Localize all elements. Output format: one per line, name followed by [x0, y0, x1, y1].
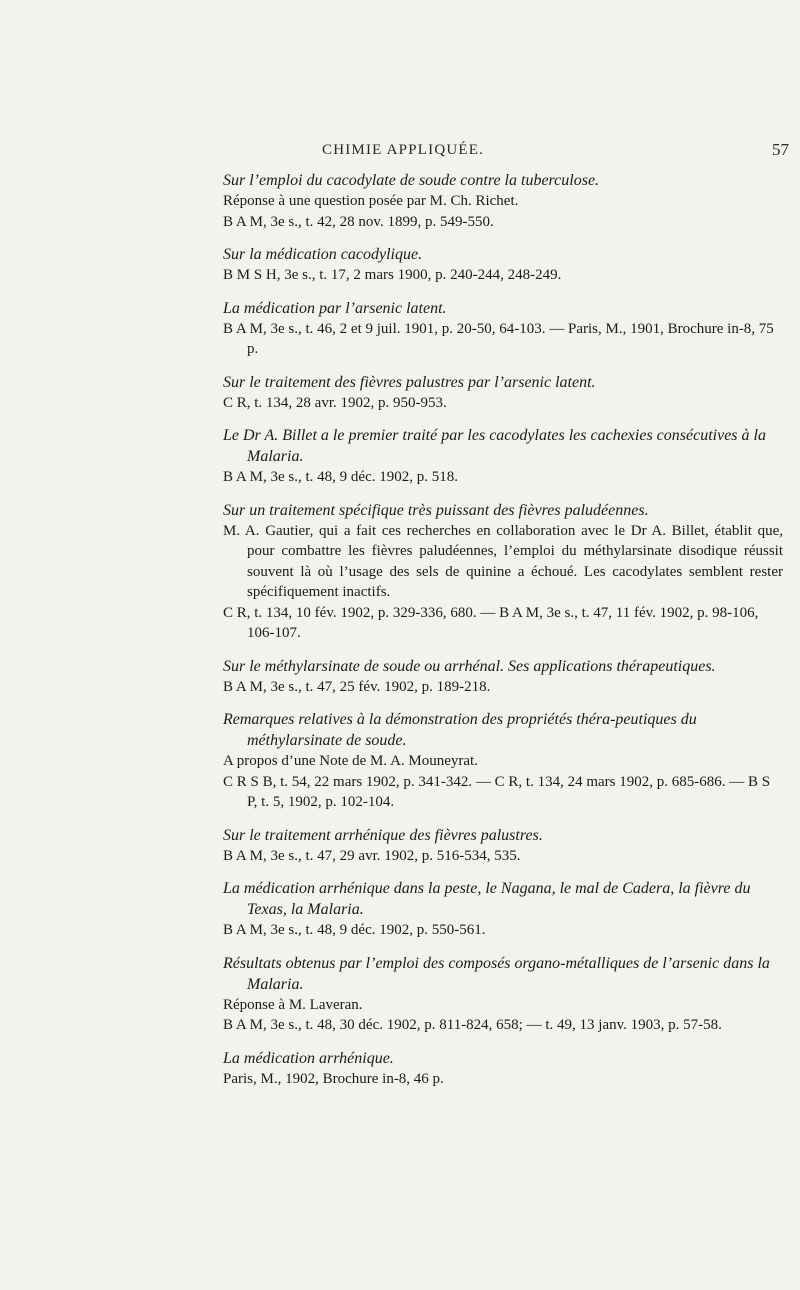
bibliography-entry — [223, 170, 783, 232]
entry-title: Remarques relatives à la démonstration des propriétés théra-peutiques du méthylarsinate de soude. — [223, 711, 697, 749]
bibliography-entry — [223, 1048, 783, 1090]
entry-citation: Paris, M., 1902, Brochure in-8, 46 p. — [223, 1070, 444, 1087]
entry-title: Sur le méthylarsinate de soude ou arrhénal. Ses applications thérapeutiques. — [223, 657, 716, 675]
bibliography-entry — [223, 953, 783, 1036]
entry-citation: C R, t. 134, 10 fév. 1902, p. 329-336, 680. — B A M, 3e s., t. 47, 11 fév. 1902, p. 98-106, 106-107. — [223, 604, 759, 641]
entry-title: Sur un traitement spécifique très puissant des fièvres paludéennes. — [223, 501, 649, 519]
entry-title: La médication par l’arsenic latent. — [223, 299, 447, 317]
entry-note: Réponse à M. Laveran. — [223, 996, 363, 1013]
bibliography-entry — [223, 656, 783, 698]
bibliography-entry — [223, 425, 783, 488]
entry-abstract: M. A. Gautier, qui a fait ces recherches en collaboration avec le Dr A. Billet, établit que, pour combattre les fièvres paludéennes, l’emploi du méthylarsinate disodique réussit souvent là où l’usage des sels de quinine a échoué. Les cacodylates semblent rester spécifiquement inactifs. — [223, 522, 783, 600]
entry-title: La médication arrhénique dans la peste, le Nagana, le mal de Cadera, la fièvre du Texas, la Malaria. — [223, 880, 751, 918]
entry-citation: B A M, 3e s., t. 48, 30 déc. 1902, p. 811-824, 658; — t. 49, 13 janv. 1903, p. 57-58. — [223, 1017, 722, 1033]
entry-citation: C R S B, t. 54, 22 mars 1902, p. 341-342. — C R, t. 134, 24 mars 1902, p. 685-686. — B S P, t. 5, 1902, p. 102-104. — [223, 773, 771, 810]
bibliography-entry — [223, 372, 783, 414]
running-head — [0, 140, 800, 164]
entry-title: Sur la médication cacodylique. — [223, 246, 423, 263]
entry-title: Sur l’emploi du cacodylate de soude contre la tuberculose. — [223, 172, 600, 189]
bibliography-entry — [223, 709, 783, 813]
entry-citation: B A M, 3e s., t. 48, 9 déc. 1902, p. 518. — [223, 469, 458, 485]
entry-note: Réponse à une question posée par M. Ch. Richet. — [223, 193, 519, 209]
entry-title: Résultats obtenus par l’emploi des composés organo-métalliques de l’arsenic dans la Malaria. — [223, 954, 770, 993]
entry-citation: B A M, 3e s., t. 47, 25 fév. 1902, p. 189-218. — [223, 678, 491, 695]
bibliography-entry — [223, 878, 783, 941]
bibliography-entry — [223, 244, 783, 286]
page-number: 57 — [772, 140, 789, 159]
entry-title: La médication arrhénique. — [223, 1049, 394, 1067]
bibliography-entry — [223, 500, 783, 644]
entry-citation: B A M, 3e s., t. 48, 9 déc. 1902, p. 550-561. — [223, 922, 486, 938]
running-head-title: CHIMIE APPLIQUÉE. — [322, 142, 485, 158]
entry-title: Sur le traitement arrhénique des fièvres palustres. — [223, 826, 543, 844]
entry-citation: B A M, 3e s., t. 46, 2 et 9 juil. 1901, p. 20-50, 64-103. — Paris, M., 1901, Brochure in-8, 75 p. — [223, 320, 774, 357]
entry-citation: B M S H, 3e s., t. 17, 2 mars 1900, p. 240-244, 248-249. — [223, 267, 562, 283]
entry-title: Le Dr A. Billet a le premier traité par les cacodylates les cachexies consécutives à la Malaria. — [223, 427, 766, 465]
entry-citation: B A M, 3e s., t. 47, 29 avr. 1902, p. 516-534, 535. — [223, 847, 521, 864]
entry-citation: C R, t. 134, 28 avr. 1902, p. 950-953. — [223, 394, 447, 411]
bibliography-list — [223, 170, 783, 1101]
bibliography-entry — [223, 825, 783, 867]
entry-title: Sur le traitement des fièvres palustres par l’arsenic latent. — [223, 373, 596, 391]
entry-note: A propos d’une Note de M. A. Mouneyrat. — [223, 753, 478, 769]
bibliography-entry — [223, 298, 783, 360]
entry-citation: B A M, 3e s., t. 42, 28 nov. 1899, p. 549-550. — [223, 213, 494, 230]
